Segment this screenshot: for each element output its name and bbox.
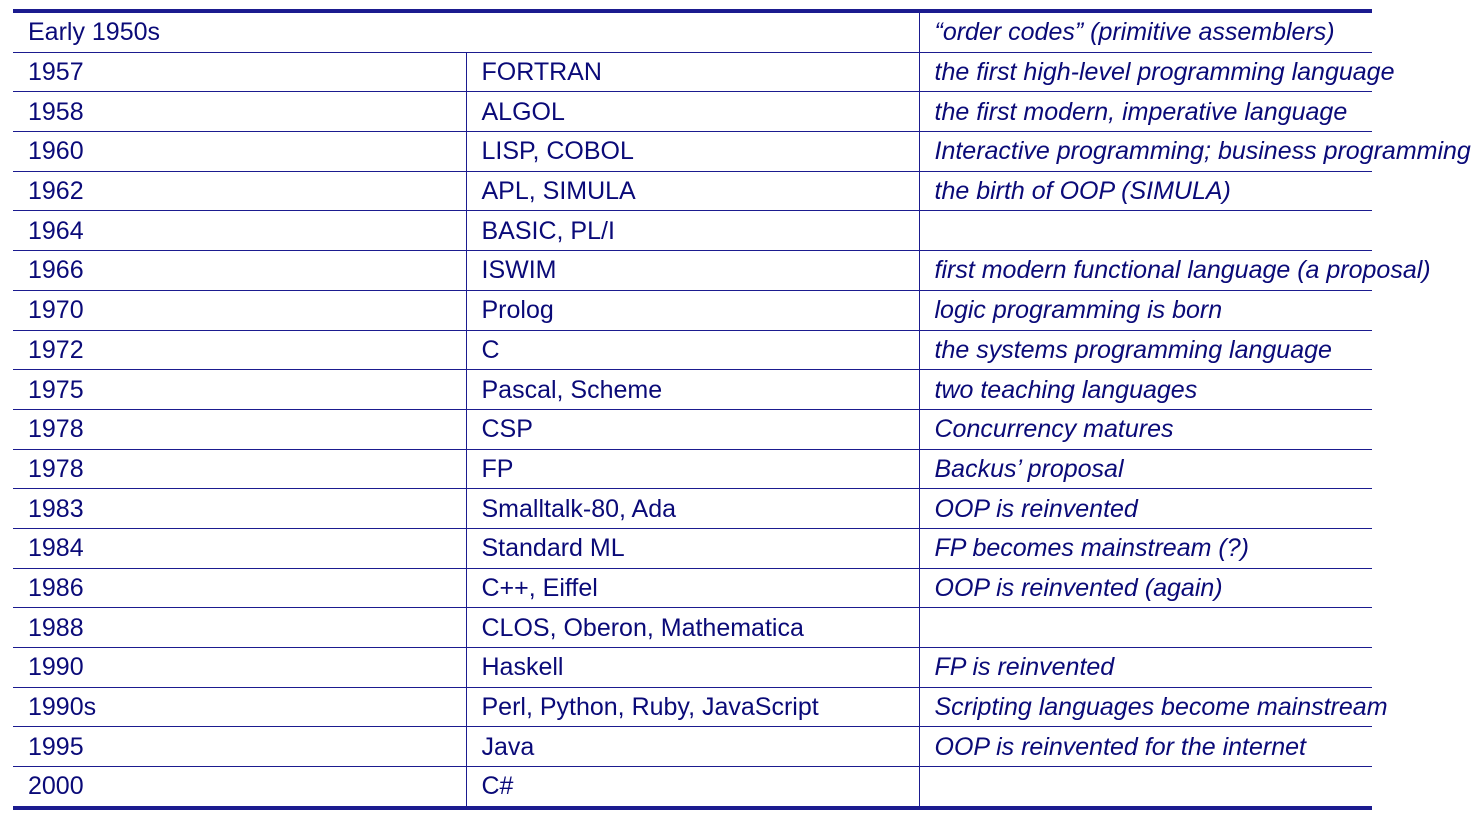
table-row: [13, 727, 1372, 767]
languages-cell: CSP: [466, 409, 919, 449]
languages-cell: FORTRAN: [466, 52, 919, 92]
note-cell: FP becomes mainstream (?): [919, 528, 1372, 568]
table-row: [13, 132, 1372, 172]
languages-cell: Standard ML: [466, 528, 919, 568]
year-cell: 1983: [13, 489, 466, 529]
table-row: [13, 211, 1372, 251]
note-cell: the systems programming language: [919, 330, 1372, 370]
note-cell: the birth of OOP (SIMULA): [919, 171, 1372, 211]
table-row: [13, 568, 1372, 608]
note-cell: first modern functional language (a proposal): [919, 251, 1372, 291]
languages-cell: Smalltalk-80, Ada: [466, 489, 919, 529]
year-cell: 2000: [28, 772, 84, 801]
period-cell: Early 1950s: [13, 11, 919, 52]
languages-cell: Java: [466, 727, 919, 767]
languages-cell: CLOS, Oberon, Mathematica: [466, 608, 919, 648]
note-cell: FP is reinvented: [919, 648, 1372, 688]
language-timeline-table: [13, 9, 1471, 810]
year-cell: 1988: [13, 608, 466, 648]
table-row: [13, 290, 1372, 330]
year-cell: 1986: [13, 568, 466, 608]
languages-cell: Haskell: [466, 648, 919, 688]
year-cell: 1978: [13, 409, 466, 449]
table-row: [13, 330, 1372, 370]
year-cell: 1970: [13, 290, 466, 330]
languages-cell: ISWIM: [466, 251, 919, 291]
note-cell: “order codes” (primitive assemblers): [919, 11, 1372, 52]
note-cell: Scripting languages become mainstream: [919, 687, 1372, 727]
note-cell: [919, 608, 1372, 648]
table-row: [13, 767, 1372, 808]
note-cell: OOP is reinvented: [919, 489, 1372, 529]
note-cell: Concurrency matures: [919, 409, 1372, 449]
note-cell: OOP is reinvented for the internet: [919, 727, 1372, 767]
year-cell: 1960: [13, 132, 466, 172]
table-row: [13, 92, 1372, 132]
year-cell: 1957: [13, 52, 466, 92]
languages-cell: C++, Eiffel: [466, 568, 919, 608]
year-cell: 1972: [13, 330, 466, 370]
year-cell: 1984: [13, 528, 466, 568]
year-cell: 1990: [13, 648, 466, 688]
year-cell: 1962: [13, 171, 466, 211]
table-row: [13, 370, 1372, 410]
table-row: [13, 11, 1372, 52]
year-cell: 1975: [13, 370, 466, 410]
languages-cell: LISP, COBOL: [466, 132, 919, 172]
languages-cell: Pascal, Scheme: [466, 370, 919, 410]
languages-cell: FP: [466, 449, 919, 489]
languages-cell: C#: [466, 767, 919, 808]
languages-cell: ALGOL: [466, 92, 919, 132]
languages-cell: Perl, Python, Ruby, JavaScript: [466, 687, 919, 727]
note-cell: the first high-level programming language: [919, 52, 1372, 92]
table-row: [13, 171, 1372, 211]
table-row: [13, 449, 1372, 489]
languages-cell: APL, SIMULA: [466, 171, 919, 211]
note-cell: [919, 211, 1372, 251]
timeline-body: [13, 11, 1471, 808]
note-cell: Backus’ proposal: [919, 449, 1372, 489]
languages-cell: C: [466, 330, 919, 370]
note-cell: Interactive programming; business programming: [919, 132, 1372, 172]
table-row: [13, 489, 1372, 529]
year-cell: 1995: [13, 727, 466, 767]
languages-cell: BASIC, PL/I: [466, 211, 919, 251]
table-row: [13, 648, 1372, 688]
languages-cell: Prolog: [466, 290, 919, 330]
table-row: [13, 409, 1372, 449]
note-cell: OOP is reinvented (again): [919, 568, 1372, 608]
note-cell: two teaching languages: [919, 370, 1372, 410]
note-cell: logic programming is born: [919, 290, 1372, 330]
year-cell: 1958: [13, 92, 466, 132]
note-cell: [919, 767, 1372, 808]
table-row: [13, 251, 1372, 291]
year-cell: 1990s: [13, 687, 466, 727]
table-row: [13, 528, 1372, 568]
table-row: [13, 608, 1372, 648]
table-row: [13, 52, 1372, 92]
year-cell: 1964: [13, 211, 466, 251]
table-row: [13, 687, 1372, 727]
year-cell: 1966: [13, 251, 466, 291]
year-cell: 1978: [13, 449, 466, 489]
note-cell: the first modern, imperative language: [919, 92, 1372, 132]
